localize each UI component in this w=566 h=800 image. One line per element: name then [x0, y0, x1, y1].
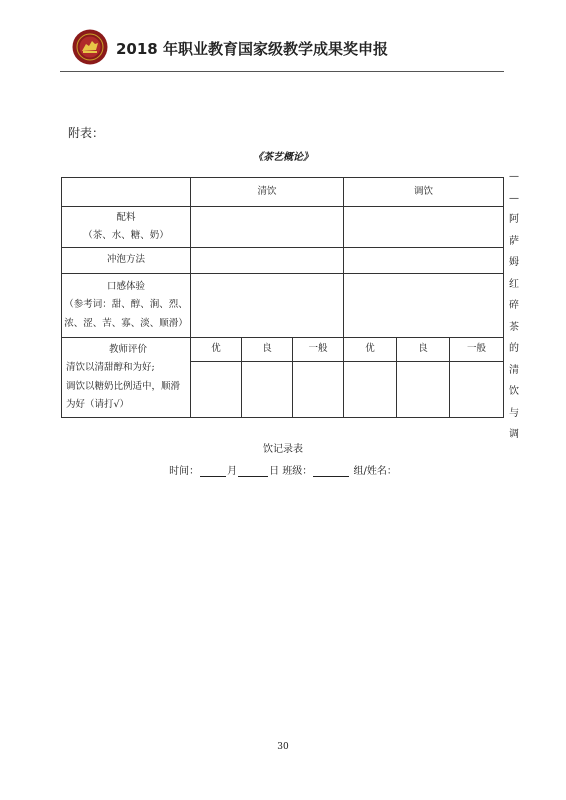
ingredients-plain-cell[interactable] — [191, 207, 344, 248]
vertical-title-char: 碎 — [509, 300, 519, 311]
month-label: 月 — [227, 466, 238, 477]
col-plain-tea: 清饮 — [191, 178, 344, 207]
appendix-label: 附表： — [68, 126, 105, 140]
row-ingredients — [62, 207, 504, 248]
grade-plain-excellent: 优 — [191, 338, 242, 362]
header-title: 2018 年职业教育国家级教学成果奖申报 — [116, 40, 388, 58]
month-blank[interactable] — [200, 465, 226, 477]
vertical-title-char: 调 — [509, 429, 519, 440]
table-title: 《茶艺概论》 — [253, 152, 313, 163]
row-label-brewing: 冲泡方法 — [62, 248, 191, 274]
record-fill-line — [0, 462, 566, 477]
grade-mixed-excellent: 优 — [344, 338, 397, 362]
vertical-title-char: 饮 — [509, 386, 519, 397]
grade-mixed-good: 良 — [397, 338, 450, 362]
row-label-evaluation — [62, 338, 191, 418]
day-label: 日 — [269, 466, 280, 477]
vertical-title-char: — — [509, 171, 519, 182]
ingredients-hint: （茶、水、糖、奶） — [83, 230, 169, 241]
vertical-title-char: 阿 — [509, 214, 519, 225]
taste-plain-cell[interactable] — [191, 274, 344, 338]
vertical-title-char: 的 — [509, 343, 519, 354]
row-brewing — [62, 248, 504, 274]
evaluation-criterion-3: 为好（请打√） — [66, 398, 130, 410]
taste-hint-line2: 浓、涩、苦、寡、淡、顺滑） — [64, 317, 188, 329]
grade-plain-average: 一般 — [293, 338, 344, 362]
mark-plain-average[interactable] — [293, 362, 344, 418]
row-label-ingredients — [62, 207, 191, 248]
table-header-row — [62, 178, 504, 207]
group-label: 组/姓名： — [353, 466, 397, 477]
vertical-title — [507, 166, 521, 446]
vertical-title-char: 与 — [509, 407, 519, 419]
row-label-taste — [62, 274, 191, 338]
brewing-mixed-cell[interactable] — [344, 248, 504, 274]
brewing-plain-cell[interactable] — [191, 248, 344, 274]
ingredients-mixed-cell[interactable] — [344, 207, 504, 248]
mark-plain-good[interactable] — [242, 362, 293, 418]
mark-mixed-excellent[interactable] — [344, 362, 397, 418]
mark-plain-excellent[interactable] — [191, 362, 242, 418]
class-label: 班级： — [282, 466, 313, 477]
page-number: 30 — [277, 742, 289, 752]
vertical-title-char: 清 — [509, 364, 519, 376]
vertical-title-char: 姆 — [509, 257, 519, 268]
taste-title: 口感体验 — [106, 281, 145, 293]
vertical-title-char: 红 — [509, 278, 519, 290]
evaluation-criterion-2: 调饮以糖奶比例适中，顺滑 — [66, 380, 181, 392]
mark-mixed-good[interactable] — [397, 362, 450, 418]
evaluation-criterion-1: 清饮以清甜醇和为好; — [66, 362, 155, 374]
header-empty-cell — [62, 178, 191, 207]
school-logo — [72, 29, 108, 65]
mark-mixed-average[interactable] — [450, 362, 504, 418]
class-blank[interactable] — [313, 465, 349, 477]
ingredients-title: 配料 — [116, 211, 136, 223]
table-caption: 饮记录表 — [263, 444, 303, 455]
row-evaluation-grades — [62, 338, 504, 362]
evaluation-title: 教师评价 — [108, 344, 147, 356]
taste-hint-line1: （参考词：甜、醇、涧、烈、 — [64, 299, 188, 311]
header-divider — [60, 71, 504, 72]
vertical-title-char: 萨 — [509, 235, 519, 247]
time-label: 时间： — [169, 466, 200, 477]
vertical-title-char: — — [509, 192, 519, 204]
grade-plain-good: 良 — [242, 338, 293, 362]
row-taste — [62, 274, 504, 338]
grade-mixed-average: 一般 — [450, 338, 504, 362]
taste-mixed-cell[interactable] — [344, 274, 504, 338]
tea-record-table — [61, 177, 504, 418]
day-blank[interactable] — [238, 465, 268, 477]
vertical-title-char: 茶 — [509, 321, 519, 333]
col-mixed-tea: 调饮 — [344, 178, 504, 207]
